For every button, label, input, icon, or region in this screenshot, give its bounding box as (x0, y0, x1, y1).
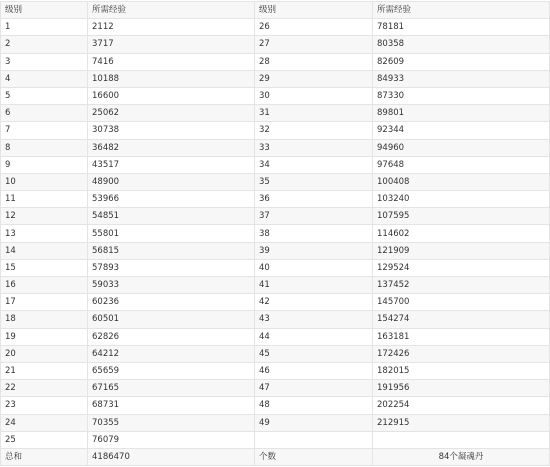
cell-exp-left: 16600 (88, 87, 255, 104)
table-row (1, 294, 550, 311)
cell-level-right: 32 (255, 122, 373, 139)
cell-level-right: 41 (255, 277, 373, 294)
cell-exp-left: 60501 (88, 311, 255, 328)
cell-exp-right: 97648 (373, 156, 550, 173)
table-row (1, 431, 550, 448)
table-row (1, 225, 550, 242)
cell-exp-left: 36482 (88, 139, 255, 156)
cell-level-left: 8 (1, 139, 88, 156)
cell-level-left: 18 (1, 311, 88, 328)
cell-level-right: 34 (255, 156, 373, 173)
footer-total-value: 4186470 (88, 448, 255, 465)
cell-exp-right: 202254 (373, 397, 550, 414)
cell-exp-right: 154274 (373, 311, 550, 328)
cell-exp-left: 25062 (88, 105, 255, 122)
cell-level-left: 5 (1, 87, 88, 104)
table-row (1, 380, 550, 397)
table-row (1, 259, 550, 276)
cell-exp-right: 107595 (373, 208, 550, 225)
cell-exp-left: 70355 (88, 414, 255, 431)
cell-level-left: 25 (1, 431, 88, 448)
cell-level-left: 22 (1, 380, 88, 397)
cell-exp-right: 191956 (373, 380, 550, 397)
cell-level-left: 16 (1, 277, 88, 294)
cell-exp-right: 78181 (373, 19, 550, 36)
cell-exp-right: 212915 (373, 414, 550, 431)
cell-level-right: 46 (255, 362, 373, 379)
cell-exp-left: 56815 (88, 242, 255, 259)
cell-level-left: 24 (1, 414, 88, 431)
header-level-left: 级别 (1, 2, 88, 19)
table-row (1, 311, 550, 328)
cell-exp-left: 48900 (88, 173, 255, 190)
cell-level-left: 11 (1, 191, 88, 208)
cell-level-right: 36 (255, 191, 373, 208)
cell-level-right: 43 (255, 311, 373, 328)
cell-exp-right: 82609 (373, 53, 550, 70)
cell-exp-right: 94960 (373, 139, 550, 156)
cell-level-right: 30 (255, 87, 373, 104)
cell-level-left: 12 (1, 208, 88, 225)
cell-exp-left: 67165 (88, 380, 255, 397)
cell-exp-right: 129524 (373, 259, 550, 276)
cell-exp-left: 57893 (88, 259, 255, 276)
cell-level-left: 6 (1, 105, 88, 122)
cell-level-left: 19 (1, 328, 88, 345)
table-row (1, 191, 550, 208)
cell-exp-left: 64212 (88, 345, 255, 362)
cell-exp-right: 114602 (373, 225, 550, 242)
experience-table (0, 1, 550, 466)
cell-level-left: 9 (1, 156, 88, 173)
cell-level-right: 40 (255, 259, 373, 276)
cell-exp-left: 55801 (88, 225, 255, 242)
cell-exp-left: 7416 (88, 53, 255, 70)
cell-level-left: 10 (1, 173, 88, 190)
table-header-row (1, 2, 550, 19)
cell-exp-right: 84933 (373, 70, 550, 87)
cell-level-right: 28 (255, 53, 373, 70)
table-row (1, 19, 550, 36)
header-level-right: 级别 (255, 2, 373, 19)
cell-level-left: 14 (1, 242, 88, 259)
cell-level-right: 33 (255, 139, 373, 156)
cell-exp-left: 54851 (88, 208, 255, 225)
cell-exp-left: 10188 (88, 70, 255, 87)
cell-level-right (255, 431, 373, 448)
table-row (1, 70, 550, 87)
cell-exp-left: 2112 (88, 19, 255, 36)
cell-level-left: 2 (1, 36, 88, 53)
cell-level-right: 44 (255, 328, 373, 345)
cell-exp-left: 53966 (88, 191, 255, 208)
table-row (1, 87, 550, 104)
cell-level-right: 35 (255, 173, 373, 190)
footer-count-value: 84个凝魂丹 (373, 448, 550, 465)
table-row (1, 345, 550, 362)
cell-exp-right: 92344 (373, 122, 550, 139)
cell-level-right: 27 (255, 36, 373, 53)
cell-exp-left: 62826 (88, 328, 255, 345)
table-row (1, 397, 550, 414)
cell-level-left: 4 (1, 70, 88, 87)
cell-level-right: 47 (255, 380, 373, 397)
footer-count-label: 个数 (255, 448, 373, 465)
cell-level-left: 21 (1, 362, 88, 379)
cell-level-right: 49 (255, 414, 373, 431)
table-row (1, 173, 550, 190)
table-row (1, 362, 550, 379)
cell-level-left: 3 (1, 53, 88, 70)
cell-exp-right (373, 431, 550, 448)
table-row (1, 105, 550, 122)
cell-exp-left: 43517 (88, 156, 255, 173)
cell-exp-right: 163181 (373, 328, 550, 345)
table-row (1, 122, 550, 139)
cell-exp-left: 30738 (88, 122, 255, 139)
cell-level-left: 17 (1, 294, 88, 311)
table-row (1, 208, 550, 225)
cell-exp-left: 60236 (88, 294, 255, 311)
table-row (1, 242, 550, 259)
cell-exp-right: 103240 (373, 191, 550, 208)
table-row (1, 139, 550, 156)
cell-level-right: 37 (255, 208, 373, 225)
cell-exp-left: 68731 (88, 397, 255, 414)
cell-exp-left: 76079 (88, 431, 255, 448)
cell-level-right: 42 (255, 294, 373, 311)
table-row (1, 53, 550, 70)
cell-exp-right: 87330 (373, 87, 550, 104)
cell-level-right: 45 (255, 345, 373, 362)
cell-level-right: 39 (255, 242, 373, 259)
table-row (1, 328, 550, 345)
cell-exp-left: 65659 (88, 362, 255, 379)
cell-level-right: 31 (255, 105, 373, 122)
cell-exp-right: 145700 (373, 294, 550, 311)
header-exp-left: 所需经验 (88, 2, 255, 19)
cell-level-right: 29 (255, 70, 373, 87)
cell-level-left: 7 (1, 122, 88, 139)
table-row (1, 156, 550, 173)
cell-level-left: 20 (1, 345, 88, 362)
cell-exp-left: 3717 (88, 36, 255, 53)
cell-level-left: 23 (1, 397, 88, 414)
cell-exp-left: 59033 (88, 277, 255, 294)
header-exp-right: 所需经验 (373, 2, 550, 19)
table-footer-row (1, 448, 550, 465)
footer-total-label: 总和 (1, 448, 88, 465)
cell-exp-right: 182015 (373, 362, 550, 379)
cell-level-right: 26 (255, 19, 373, 36)
cell-exp-right: 121909 (373, 242, 550, 259)
cell-exp-right: 100408 (373, 173, 550, 190)
table-row (1, 414, 550, 431)
cell-level-right: 48 (255, 397, 373, 414)
experience-table-body (1, 2, 550, 466)
cell-level-left: 15 (1, 259, 88, 276)
cell-level-left: 13 (1, 225, 88, 242)
cell-level-left: 1 (1, 19, 88, 36)
cell-exp-right: 80358 (373, 36, 550, 53)
table-row (1, 36, 550, 53)
cell-level-right: 38 (255, 225, 373, 242)
cell-exp-right: 89801 (373, 105, 550, 122)
table-row (1, 277, 550, 294)
cell-exp-right: 137452 (373, 277, 550, 294)
cell-exp-right: 172426 (373, 345, 550, 362)
